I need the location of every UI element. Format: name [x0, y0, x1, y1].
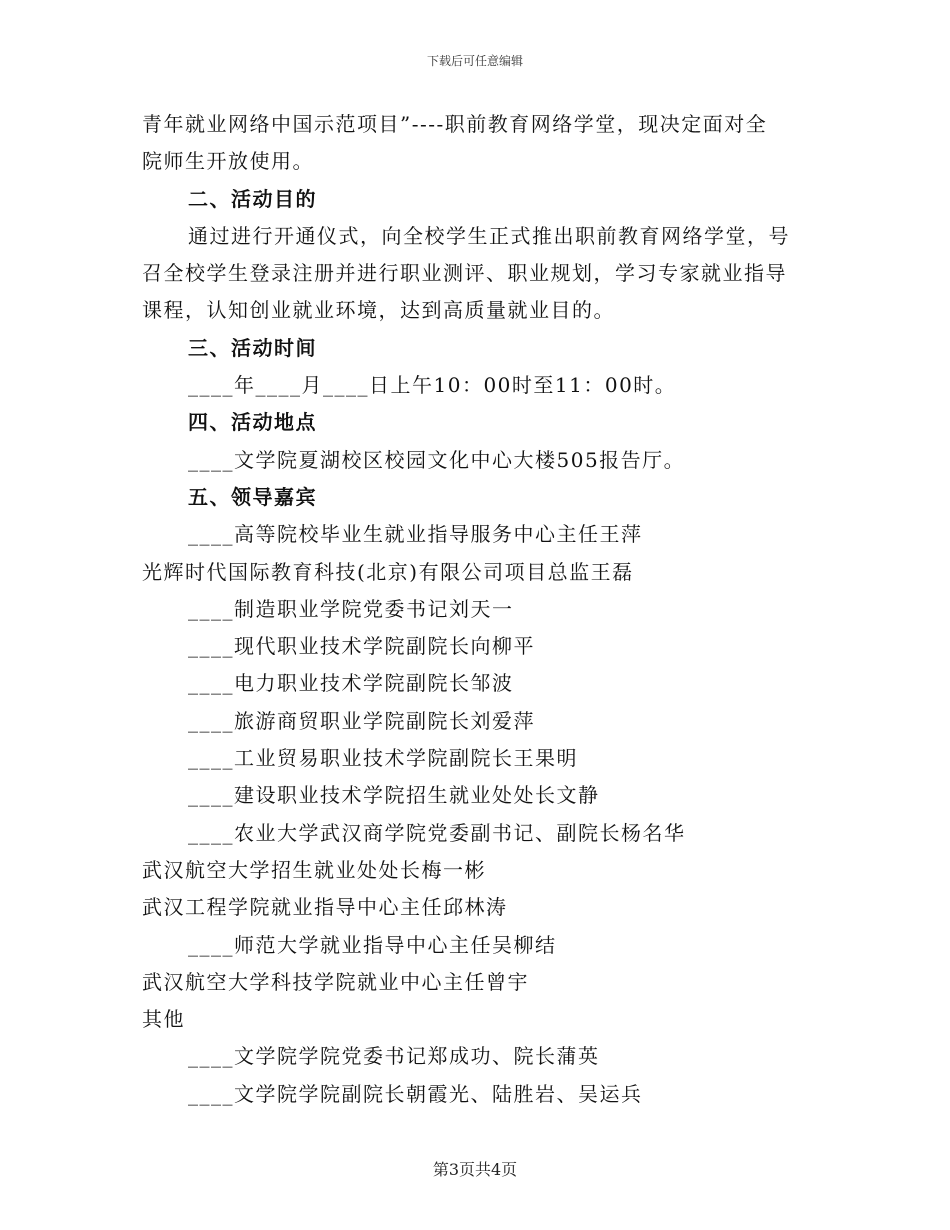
guest-item: ____工业贸易职业技术学院副院长王果明: [188, 746, 578, 771]
guest-item: ____现代职业技术学院副院长向柳平: [188, 634, 535, 659]
guest-item: ____师范大学就业指导中心主任吴柳结: [188, 932, 557, 957]
section-heading-guests: 五、领导嘉宾: [188, 484, 317, 509]
activity-location-line: ____文学院夏湖校区校园文化中心大楼505报告厅。: [188, 447, 686, 472]
document-body: [142, 106, 810, 1113]
guest-item: 武汉航空大学招生就业处处长梅一彬: [142, 857, 486, 882]
guest-item: ____电力职业技术学院副院长邹波: [188, 671, 514, 696]
paragraph-line: 通过进行开通仪式，向全校学生正式推出职前教育网络学堂，号: [188, 223, 790, 248]
guest-item: ____文学院学院副院长朝霞光、陆胜岩、吴运兵: [188, 1081, 643, 1106]
guest-item: ____文学院学院党委书记郑成功、院长蒲英: [188, 1044, 600, 1069]
paragraph-line: 课程，认知创业就业环境，达到高质量就业目的。: [142, 298, 615, 323]
section-heading-time: 三、活动时间: [188, 335, 317, 360]
page-header: 下载后可任意编辑: [426, 54, 523, 68]
paragraph-line: 召全校学生登录注册并进行职业测评、职业规划，学习专家就业指导: [142, 261, 787, 286]
guest-subheading-others: 其他: [142, 1007, 185, 1032]
guest-item: ____农业大学武汉商学院党委副书记、副院长杨名华: [188, 820, 686, 845]
section-heading-purpose: 二、活动目的: [188, 186, 317, 211]
guest-item: 武汉航空大学科技学院就业中心主任曾宇: [142, 969, 529, 994]
section-heading-location: 四、活动地点: [188, 410, 317, 435]
activity-time-line: ____年____月____日上午10：00时至11：00时。: [188, 373, 677, 398]
page-footer: 第3页共4页: [432, 1160, 518, 1179]
guest-item: 武汉工程学院就业指导中心主任邱林涛: [142, 895, 508, 920]
paragraph-line: 青年就业网络中国示范项目”----职前教育网络学堂，现决定面对全: [142, 112, 768, 136]
guest-item: ____高等院校毕业生就业指导服务中心主任王萍: [188, 522, 643, 547]
guest-item: ____建设职业技术学院招生就业处处长文静: [188, 783, 600, 808]
guest-item: 光辉时代国际教育科技(北京)有限公司项目总监王磊: [142, 559, 634, 584]
paragraph-line: 院师生开放使用。: [142, 149, 314, 174]
guest-item: ____旅游商贸职业学院副院长刘爱萍: [188, 708, 535, 733]
guest-item: ____制造职业学院党委书记刘天一: [188, 596, 514, 621]
